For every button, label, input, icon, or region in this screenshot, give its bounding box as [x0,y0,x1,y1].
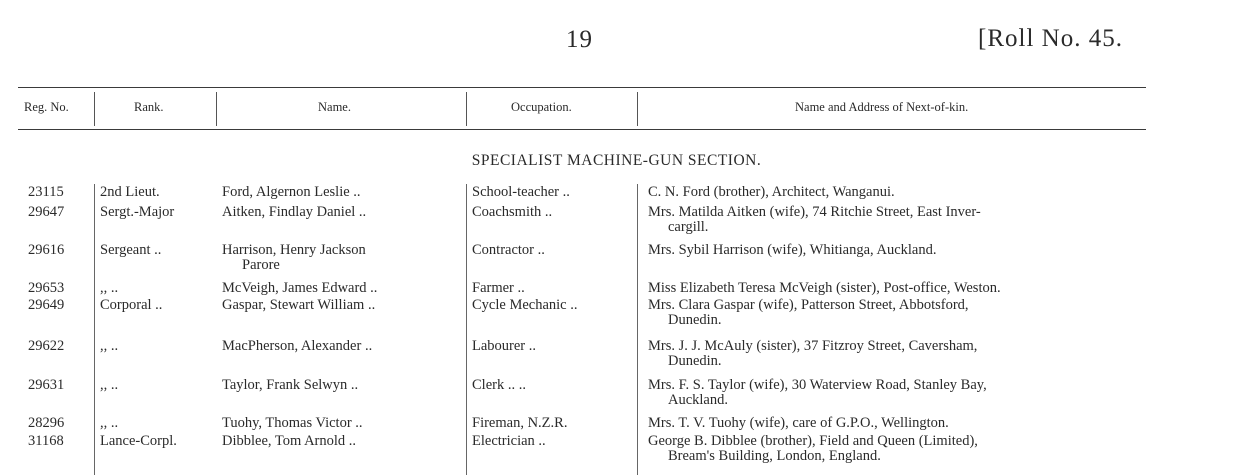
rank: ,, .. [100,415,119,431]
name-line: Taylor, Frank Selwyn .. [222,377,359,393]
occupation: Labourer .. [472,338,537,354]
rank: ,, .. [100,377,119,393]
next-of-kin [648,185,1160,200]
soldier-name [222,378,450,393]
kin-continuation: Dunedin. [668,353,722,369]
kin-continuation: cargill. [668,219,709,235]
roll-number: [Roll No. 45. [978,25,1123,52]
kin-continuation: Dunedin. [668,312,722,328]
next-of-kin [648,339,1160,369]
reg-no: 28296 [28,415,65,431]
reg-no: 29647 [28,204,65,220]
header-divider [637,92,638,126]
kin-line: Mrs. F. S. Taylor (wife), 30 Waterview Road, Stanley Bay, [648,377,987,393]
column-divider [637,184,638,475]
rank: Corporal .. [100,297,163,313]
header-divider [94,92,95,126]
soldier-name [222,243,450,273]
soldier-name [222,298,450,313]
reg-no: 29616 [28,242,65,258]
soldier-name [222,205,450,220]
name-line: Harrison, Henry Jackson [222,242,366,258]
name-line: MacPherson, Alexander .. [222,338,373,354]
section-title: SPECIALIST MACHINE-GUN SECTION. [471,152,762,169]
next-of-kin [648,205,1160,235]
header-divider [466,92,467,126]
rank: ,, .. [100,338,119,354]
occupation: School-teacher .. [472,184,570,200]
rank: Sergeant .. [100,242,162,258]
kin-continuation: Bream's Building, London, England. [668,448,881,464]
kin-line: George B. Dibblee (brother), Field and Queen (Limited), [648,433,978,449]
kin-continuation: Auckland. [668,392,728,408]
column-divider [94,184,95,475]
reg-no: 29631 [28,377,65,393]
reg-no: 29653 [28,280,65,296]
reg-no: 31168 [28,433,64,449]
kin-line: Mrs. Clara Gaspar (wife), Patterson Street, Abbotsford, [648,297,969,313]
soldier-name [222,416,450,431]
header-occupation: Occupation. [511,100,572,114]
kin-line: C. N. Ford (brother), Architect, Wanganui. [648,184,895,200]
name-line: Tuohy, Thomas Victor .. [222,415,363,431]
occupation: Fireman, N.Z.R. [472,415,568,431]
soldier-name [222,339,450,354]
kin-line: Mrs. Sybil Harrison (wife), Whitianga, Auckland. [648,242,937,258]
header-rank: Rank. [134,100,164,114]
soldier-name [222,185,450,200]
next-of-kin [648,281,1160,296]
next-of-kin [648,416,1160,431]
reg-no: 29649 [28,297,65,313]
rank: Lance-Corpl. [100,433,177,449]
occupation: Electrician .. [472,433,546,449]
name-line: Gaspar, Stewart William .. [222,297,376,313]
header-bottom-rule [18,129,1146,130]
column-divider [466,184,467,475]
soldier-name [222,281,450,296]
header-reg-no: Reg. No. [24,100,69,114]
kin-line: Miss Elizabeth Teresa McVeigh (sister), Post-office, Weston. [648,280,1001,296]
rank: Sergt.-Major [100,204,175,220]
next-of-kin [648,378,1160,408]
occupation: Coachsmith .. [472,204,553,220]
kin-line: Mrs. T. V. Tuohy (wife), care of G.P.O., Wellington. [648,415,949,431]
header-divider [216,92,217,126]
next-of-kin [648,434,1160,464]
page-number: 19 [566,26,593,53]
header-name: Name. [318,100,351,114]
kin-line: Mrs. J. J. McAuly (sister), 37 Fitzroy Street, Caversham, [648,338,978,354]
rank: 2nd Lieut. [100,184,160,200]
name-line: Ford, Algernon Leslie .. [222,184,361,200]
rank: ,, .. [100,280,119,296]
next-of-kin [648,243,1160,258]
header-top-rule [18,87,1146,88]
next-of-kin [648,298,1160,328]
name-line: Aitken, Findlay Daniel .. [222,204,367,220]
soldier-name [222,434,450,449]
occupation: Contractor .. [472,242,545,258]
name-line: McVeigh, James Edward .. [222,280,378,296]
occupation: Clerk .. .. [472,377,526,393]
occupation: Farmer .. [472,280,525,296]
name-line: Dibblee, Tom Arnold .. [222,433,357,449]
header-next-of-kin: Name and Address of Next-of-kin. [795,100,969,114]
name-continuation: Parore [242,257,280,273]
reg-no: 23115 [28,184,64,200]
kin-line: Mrs. Matilda Aitken (wife), 74 Ritchie Street, East Inver- [648,204,981,220]
occupation: Cycle Mechanic .. [472,297,578,313]
reg-no: 29622 [28,338,65,354]
